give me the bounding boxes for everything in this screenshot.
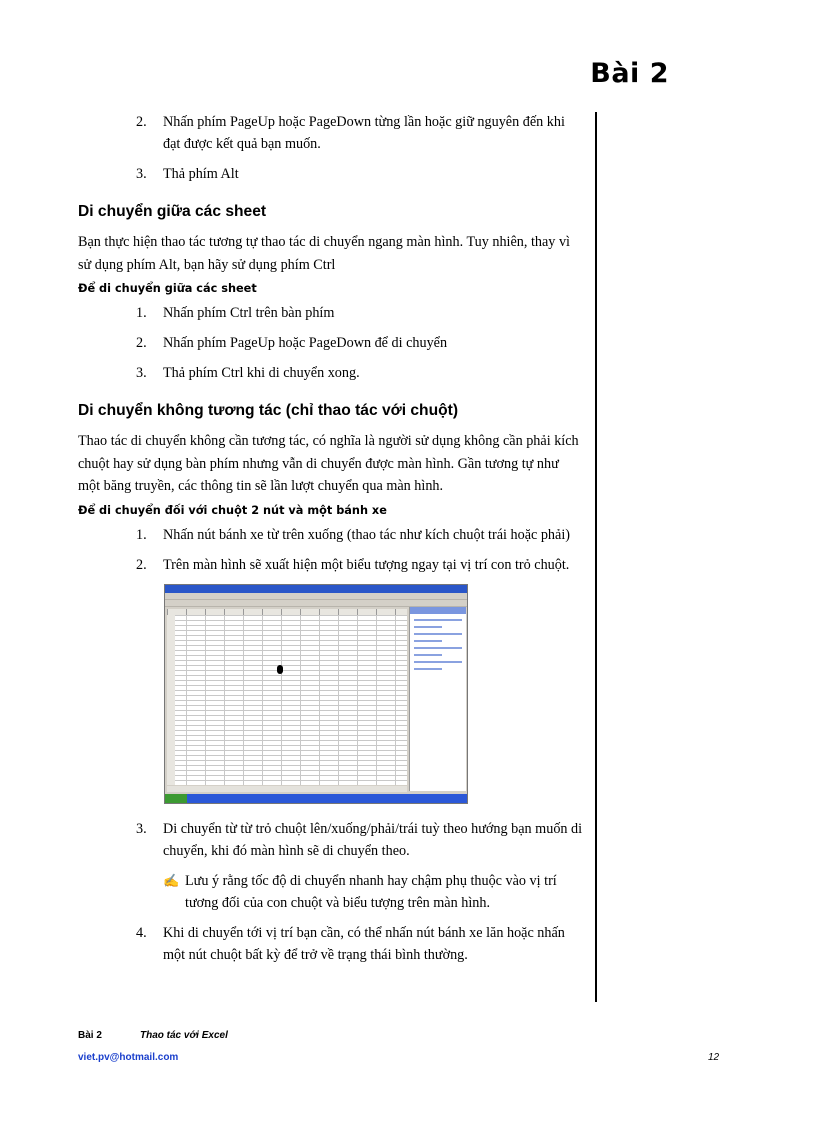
paragraph: Thao tác di chuyển không cần tương tác, có nghĩa là người sử dụng không cần phải kích chuột hay sử dụng bàn phím nhưng vẫn di chuyển được màn hình. Gần tương tự như một băng truyền, các thông tin sẽ lần lượt chuyển qua màn hình. [78, 433, 579, 494]
margin-rule [595, 112, 597, 1002]
sub-heading: Để di chuyển đối với chuột 2 nút và một bánh xe [78, 503, 387, 517]
list-item: 1. Nhấn phím Ctrl trên bàn phím [136, 305, 335, 321]
screenshot-row-headers [167, 615, 175, 785]
autoscroll-cursor-icon [277, 665, 283, 674]
footer-title: Thao tác với Excel [140, 1030, 228, 1041]
list-item: 1. Nhấn nút bánh xe từ trên xuống (thao tác như kích chuột trái hoặc phải) [136, 526, 570, 543]
page-number: 12 [708, 1052, 720, 1063]
list-item: 2. Trên màn hình sẽ xuất hiện một biểu tượng ngay tại vị trí con trỏ chuột. [136, 556, 570, 573]
section-heading: Di chuyển giữa các sheet [78, 203, 267, 220]
chapter-title: Bài 2 [590, 58, 669, 89]
screenshot-menubar [165, 593, 467, 600]
list-item: 2. Nhấn phím PageUp hoặc PageDown từng lần hoặc giữ nguyên đến khi đạt được kết quả bạn muốn. [136, 114, 565, 152]
screenshot-grid [167, 615, 407, 785]
note-item: ✍ Lưu ý rằng tốc độ di chuyển nhanh hay chậm phụ thuộc vào vị trí tương đối của con chuột và biểu tượng trên màn hình. [78, 870, 583, 914]
list-item: 2. Nhấn phím PageUp hoặc PageDown để di chuyển [136, 335, 448, 351]
list-item: 3. Di chuyển từ từ trỏ chuột lên/xuống/phải/trái tuỳ theo hướng bạn muốn di chuyển, khi đó màn hình sẽ di chuyển theo. [136, 820, 583, 859]
excel-screenshot [164, 584, 468, 804]
screenshot-taskbar [165, 794, 467, 803]
pencil-note-icon: ✍ [163, 872, 180, 888]
list-item: 3. Thả phím Ctrl khi di chuyển xong. [136, 365, 360, 381]
paragraph: Bạn thực hiện thao tác tương tự thao tác di chuyển ngang màn hình. Tuy nhiên, thay vì sử dụng phím Alt, bạn hãy sử dụng phím Ctrl [78, 234, 570, 273]
page-content [78, 111, 583, 974]
screenshot-sheet-tabs [167, 786, 407, 792]
list-item: 4. Khi di chuyển tới vị trí bạn cần, có thể nhấn nút bánh xe lăn hoặc nhấn một nút chuột bất kỳ để trở về trạng thái bình thường. [136, 924, 565, 963]
screenshot-start-button [165, 794, 187, 803]
footer-lesson: Bài 2 Thao tác với Excel [78, 1030, 228, 1041]
screenshot-task-pane [409, 607, 466, 791]
screenshot-toolbar [165, 600, 467, 607]
screenshot-titlebar [165, 585, 467, 593]
section-heading: Di chuyển không tương tác (chỉ thao tác với chuột) [78, 402, 459, 419]
footer-email: viet.pv@hotmail.com [78, 1052, 179, 1063]
sub-heading: Để di chuyển giữa các sheet [78, 282, 257, 295]
list-item: 3. Thả phím Alt [136, 166, 239, 182]
